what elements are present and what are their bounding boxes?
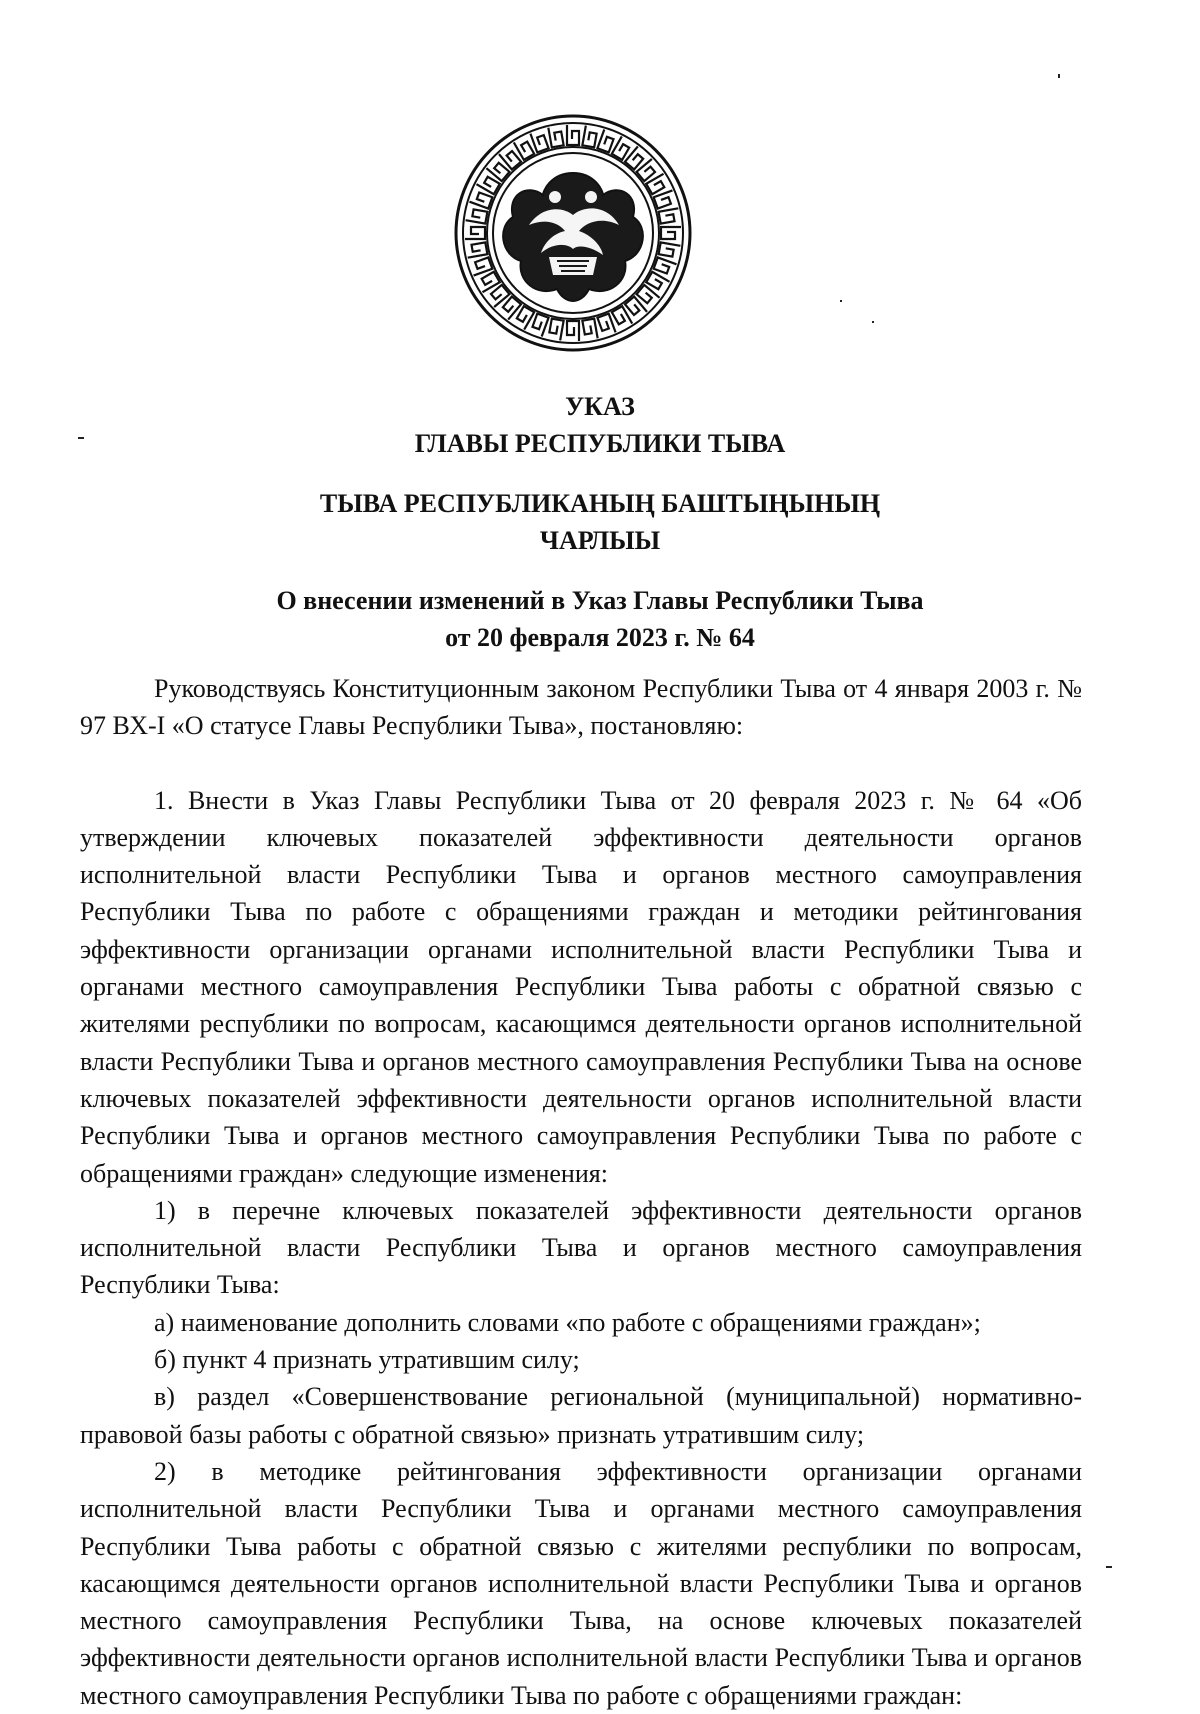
scan-speck: [872, 321, 874, 323]
tuva-coat-of-arms-icon: [453, 113, 693, 353]
decree-title-tuvan-line2: ЧАРЛЫЫ: [539, 526, 661, 555]
scan-speck: [840, 300, 842, 302]
decree-subject-line1: О внесении изменений в Указ Главы Республики Тыва: [276, 586, 924, 615]
decree-title-tuvan-line1: ТЫВА РЕСПУБЛИКАНЫҢ БАШТЫҢЫНЫҢ: [319, 489, 881, 518]
decree-title-line2: ГЛАВЫ РЕСПУБЛИКИ ТЫВА: [414, 429, 786, 458]
decree-body: [80, 670, 1082, 1714]
decree-title-line1: УКАЗ: [565, 392, 635, 421]
item-1-paragraph: 1. Внести в Указ Главы Республики Тыва от 20 февраля 2023 г. № 64 «Об утверждении ключевых показателей эффективности деятельности органов исполнительной власти Республики Тыва и органов местного самоуправления Республики Тыва по работе с обращениями граждан и методики рейтингования эффективности организации органами исполнительной власти Республики Тыва и органами местного самоуправления Республики Тыва работы с обратной связью с жителями республики по вопросам, касающимся деятельности органов исполнительной власти Республики Тыва и органов местного самоуправления Республики Тыва на основе ключевых показателей эффективности деятельности органов исполнительной власти Республики Тыва и органов местного самоуправления Республики Тыва по работе с обращениями граждан» следующие изменения:: [80, 785, 1082, 1188]
scan-speck: [1106, 1566, 1112, 1568]
scan-speck: [1058, 74, 1060, 78]
subitem-1b-paragraph: б) пункт 4 признать утратившим силу;: [154, 1345, 580, 1375]
preamble-paragraph: Руководствуясь Конституционным законом Республики Тыва от 4 января 2003 г. № 97 ВХ-I «О статусе Главы Республики Тыва», постановляю:: [80, 674, 1082, 741]
scan-speck: [78, 437, 84, 439]
decree-title-tuvan: [80, 485, 1120, 559]
subitem-1-paragraph: 1) в перечне ключевых показателей эффективности деятельности органов исполнительной власти Республики Тыва и органов местного самоуправления Республики Тыва:: [80, 1195, 1082, 1300]
decree-subject-line2: от 20 февраля 2023 г. № 64: [445, 623, 755, 652]
decree-title: [80, 388, 1120, 462]
subitem-2-paragraph: 2) в методике рейтингования эффективности организации органами исполнительной власти Республики Тыва и органами местного самоуправления Республики Тыва работы с обратной связью с жителями республики по вопросам, касающимся деятельности органов исполнительной власти Республики Тыва и органов местного самоуправления Республики Тыва, на основе ключевых показателей эффективности деятельности органов исполнительной власти Республики Тыва и органов местного самоуправления Республики Тыва по работе с обращениями граждан:: [80, 1456, 1082, 1710]
decree-subject: [80, 582, 1120, 656]
subitem-1a-paragraph: а) наименование дополнить словами «по работе с обращениями граждан»;: [154, 1307, 981, 1337]
subitem-1c-paragraph: в) раздел «Совершенствование региональной (муниципальной) нормативно-правовой базы работы с обратной связью» признать утратившим силу;: [80, 1382, 1082, 1449]
